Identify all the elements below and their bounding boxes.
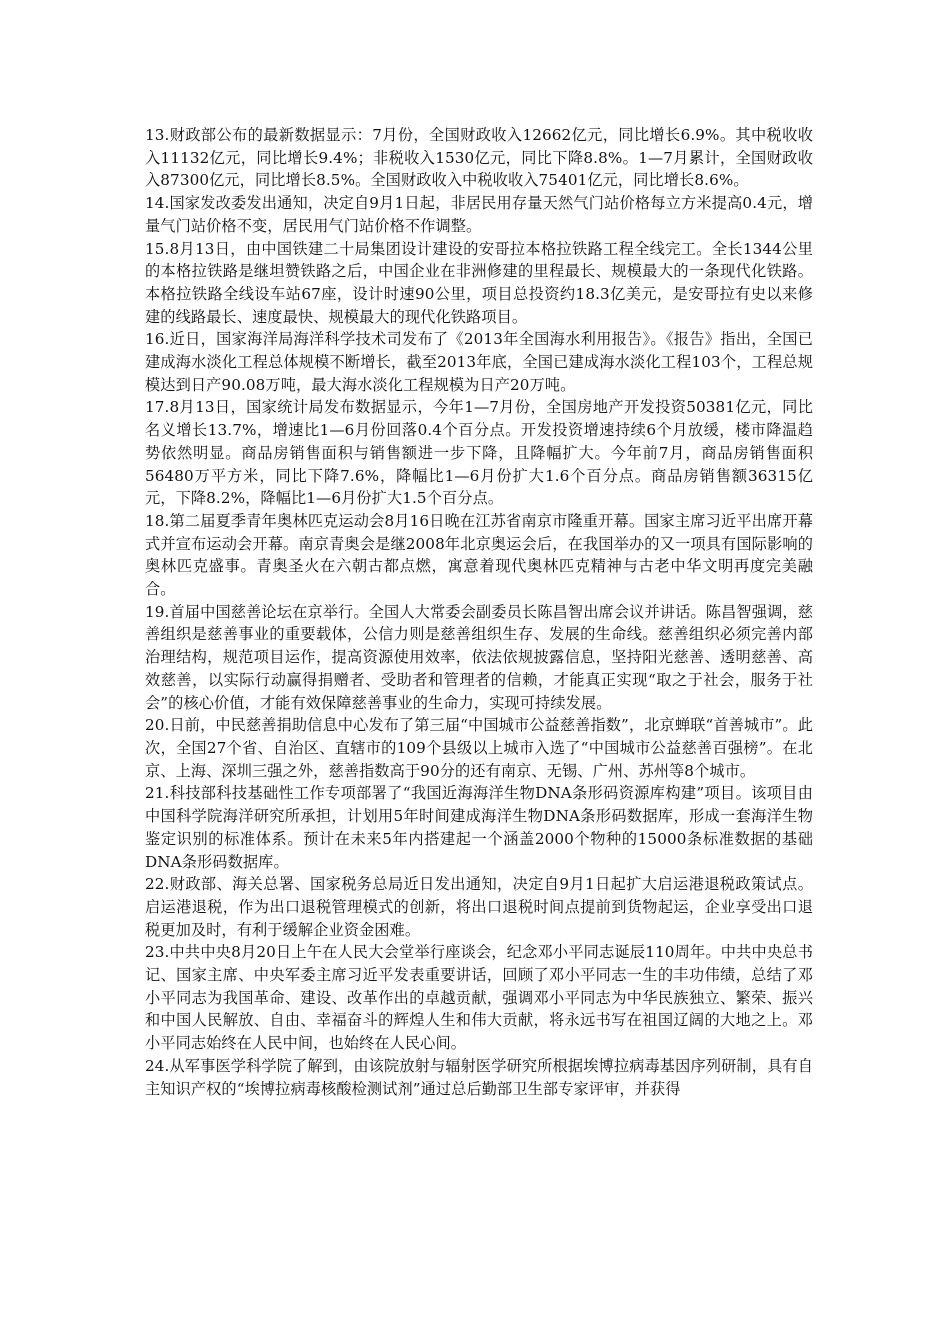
news-item-15: 15.8月13日，由中国铁建二十局集团设计建设的安哥拉本格拉铁路工程全线完工。全长1344公里的本格拉铁路是继坦赞铁路之后，中国企业在非洲修建的里程最长、规模最大的一条现代化铁路。本格拉铁路全线设车站67座，设计时速90公里，项目总投资约18.3亿美元，是安哥拉有史以来修建的线路最长、速度最快、规模最大的现代化铁路项目。	[145, 239, 813, 326]
news-item-21: 21.科技部科技基础性工作专项部署了“我国近海海洋生物DNA条形码资源库构建”项目。该项目由中国科学院海洋研究所承担，计划用5年时间建成海洋生物DNA条形码数据库，形成一套海洋生物鉴定识别的标准体系。预计在未来5年内搭建起一个涵盖2000个物种的15000条标准数据的基础DNA条形码数据库。	[145, 784, 813, 871]
document-body	[145, 124, 813, 1100]
news-item-19: 19.首届中国慈善论坛在京举行。全国人大常委会副委员长陈昌智出席会议并讲话。陈昌智强调，慈善组织是慈善事业的重要载体，公信力则是慈善组织生存、发展的生命线。慈善组织必须完善内部治理结构，规范项目运作，提高资源使用效率，依法依规披露信息，坚持阳光慈善、透明慈善、高效慈善，以实际行动赢得捐赠者、受助者和管理者的信赖，才能真正实现“取之于社会，服务于社会”的核心价值，才能有效保障慈善事业的生命力，实现可持续发展。	[145, 602, 813, 712]
news-item-18: 18.第二届夏季青年奥林匹克运动会8月16日晚在江苏省南京市隆重开幕。国家主席习近平出席开幕式并宣布运动会开幕。南京青奥会是继2008年北京奥运会后，在我国举办的又一项具有国际影响的奥林匹克盛事。青奥圣火在六朝古都点燃，寓意着现代奥林匹克精神与古老中华文明再度完美融合。	[145, 511, 813, 599]
news-item-23: 23.中共中央8月20日上午在人民大会堂举行座谈会，纪念邓小平同志诞辰110周年。中共中央总书记、国家主席、中央军委主席习近平发表重要讲话，回顾了邓小平同志一生的丰功伟绩，总结了邓小平同志为我国革命、建设、改革作出的卓越贡献，强调邓小平同志为中华民族独立、繁荣、振兴和中国人民解放、自由、幸福奋斗的辉煌人生和伟大贡献，将永远书写在祖国辽阔的大地之上。邓小平同志始终在人民中间，也始终在人民心间。	[145, 943, 813, 1053]
news-item-16: 16.近日，国家海洋局海洋科学技术司发布了《2013年全国海水利用报告》。《报告》指出，全国已建成海水淡化工程总体规模不断增长，截至2013年底，全国已建成海水淡化工程103个，工程总规模达到日产90.08万吨，最大海水淡化工程规模为日产20万吨。	[145, 330, 813, 394]
news-item-22: 22.财政部、海关总署、国家税务总局近日发出通知，决定自9月1日起扩大启运港退税政策试点。启运港退税，作为出口退税管理模式的创新，将出口退税时间点提前到货物起运，企业享受出口退税更加及时，有利于缓解企业资金困难。	[145, 875, 813, 939]
news-item-20: 20.日前，中民慈善捐助信息中心发布了第三届“中国城市公益慈善指数”，北京蝉联“首善城市”。此次，全国27个省、自治区、直辖市的109个县级以上城市入选了“中国城市公益慈善百强榜”。在北京、上海、深圳三强之外，慈善指数高于90分的还有南京、无锡、广州、苏州等8个城市。	[145, 716, 813, 780]
news-item-14: 14.国家发改委发出通知，决定自9月1日起，非居民用存量天然气门站价格每立方米提高0.4元，增量气门站价格不变，居民用气门站价格不作调整。	[145, 194, 813, 235]
news-item-24: 24.从军事医学科学院了解到，由该院放射与辐射医学研究所根据埃博拉病毒基因序列研制，具有自主知识产权的“埃博拉病毒核酸检测试剂”通过总后勤部卫生部专家评审，并获得	[145, 1056, 813, 1098]
news-item-13: 13.财政部公布的最新数据显示：7月份，全国财政收入12662亿元，同比增长6.9%。其中税收收入11132亿元，同比增长9.4%；非税收入1530亿元，同比下降8.8%。1—7月累计，全国财政收入87300亿元，同比增长8.5%。全国财政收入中税收收入75401亿元，同比增长8.6%。	[145, 126, 813, 190]
news-item-17: 17.8月13日，国家统计局发布数据显示，今年1—7月份，全国房地产开发投资50381亿元，同比名义增长13.7%，增速比1—6月份回落0.4个百分点。开发投资增速持续6个月放缓，楼市降温趋势依然明显。商品房销售面积与销售额进一步下降，且降幅扩大。今年前7月，商品房销售面积56480万平方米，同比下降7.6%，降幅比1—6月份扩大1.6个百分点。商品房销售额36315亿元，下降8.2%，降幅比1—6月份扩大1.5个百分点。	[145, 398, 813, 508]
